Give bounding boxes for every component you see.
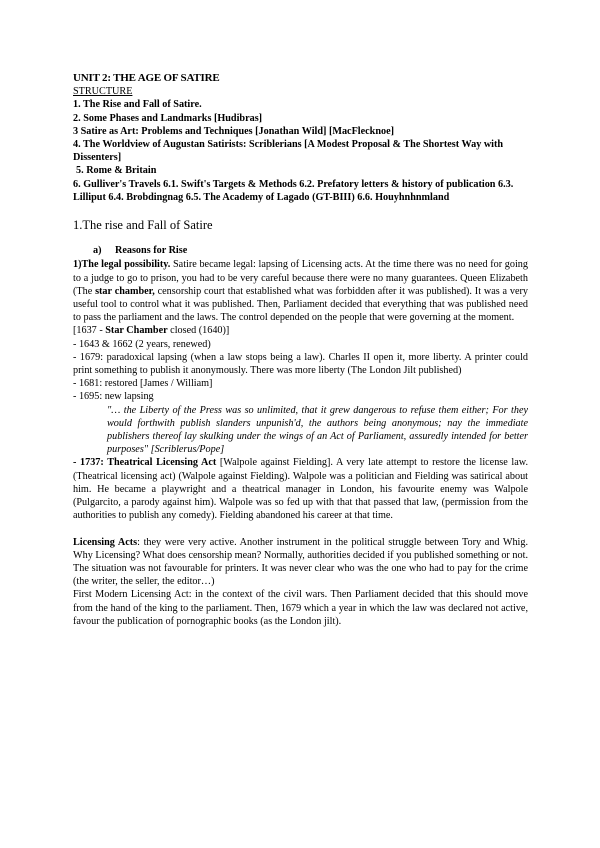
- first-modern-licensing-paragraph: First Modern Licensing Act: in the context of the civil wars. Then Parliament decided that this should move from the hand of the king to the parliament. Then, 1679 which a year in which the law was declared not active, favour the publication of pornographic books (as the London jilt).: [73, 589, 528, 627]
- structure-item: 4. The Worldview of Augustan Satirists: Scriblerians [A Modest Proposal & The Shortest Way with Dissenters]: [73, 139, 504, 164]
- structure-heading: STRUCTURE: [73, 86, 133, 98]
- paragraph-text: censorship court that established what was forbidden after it was published). It was a very useful tool to control what it was published. Then, Parliament decided that everything that was published need to pass the parliament and the laws. The control depended on the people that were governing at the moment.: [73, 285, 528, 324]
- theatrical-licensing-paragraph: [73, 456, 528, 522]
- structure-item: 1. The Rise and Fall of Satire.: [73, 99, 202, 111]
- timeline-list: [73, 324, 528, 403]
- timeline-item-1695: - 1695: new lapsing: [73, 391, 154, 403]
- structure-item: 2. Some Phases and Landmarks [Hudibras]: [73, 112, 263, 124]
- scriblerus-quote: "… the Liberty of the Press was so unlimited, that it grew dangerous to refuse them either; For they would forthwith publish slanders unpunish'd, the authors being anonymous; nay the immediate publishers thereof lay skulking under the wings of an Act of Parliament, assuredly intended for better purposes" [Scriblerus/Pope]: [107, 404, 528, 456]
- legal-possibility-paragraph: [73, 258, 528, 324]
- timeline-text: closed (1640)]: [167, 325, 230, 337]
- timeline-text: [1637 -: [73, 325, 106, 337]
- structure-item: 5. Rome & Britain: [76, 165, 157, 177]
- theatrical-licensing-label: - 1737: Theatrical Licensing Act: [73, 457, 217, 469]
- timeline-item-1679: - 1679: paradoxical lapsing (when a law stops being a law). Charles II open it, more liberty. A printer could print something to publish it anonymously. There was more liberty (The London Jilt published): [73, 351, 528, 377]
- subheading-text: Reasons for Rise: [115, 245, 188, 257]
- timeline-item-1637: [73, 324, 528, 337]
- structure-list: [73, 98, 528, 204]
- licensing-acts-paragraph: [73, 536, 528, 589]
- paragraph-text: [Walpole against Fielding]. A very late attempt to restore the license law. (Theatrical licensing act) (Walpole against Fielding). Walpole was a politician and Fielding was satirical about him. He became a playwright and a theatrical manager in London, his favourite enemy was Walpole (Pulgarcito, a parody against him). Walpole was so fed up with that that passed that law, (permission from the authorities to publish any comedy). Fielding abandoned his career at that time.: [73, 457, 528, 522]
- legal-possibility-label: 1)The legal possibility.: [73, 259, 171, 271]
- subheading: [93, 244, 528, 257]
- structure-item: 6. Gulliver's Travels 6.1. Swift's Targets & Methods 6.2. Prefatory letters & history of publication 6.3. Lilliput 6.4. Brobdingnag 6.5. The Academy of Lagado (GT-BIII) 6.6. Houyhnhnmland: [73, 178, 514, 203]
- star-chamber-term: Star Chamber: [105, 325, 168, 337]
- section-title: 1.The rise and Fall of Satire: [73, 218, 213, 233]
- unit-title: UNIT 2: THE AGE OF SATIRE: [73, 72, 220, 84]
- structure-item: 3 Satire as Art: Problems and Techniques [Jonathan Wild] [MacFlecknoe]: [73, 125, 395, 137]
- star-chamber-term: star chamber,: [95, 285, 155, 297]
- paragraph-text: : they were very active. Another instrument in the political struggle between Tory and Whig. Why Licensing? What does censorship mean? Normally, authorities decided if you published something or not. The situation was not favourable for printers. It was never clear who was the one who had to pay for the crime (the writer, the seller, the editor…): [73, 536, 529, 588]
- timeline-item-1643: - 1643 & 1662 (2 years, renewed): [73, 338, 211, 350]
- subheading-letter: a): [93, 245, 102, 257]
- document-body: [73, 72, 528, 628]
- licensing-acts-label: Licensing Acts: [73, 536, 138, 548]
- paragraph-text: Satire became legal: lapsing of Licensing acts. At the time there was no need for going to a judge to go to prison, you had to be very careful because there were no many guarantees. Queen Elizabeth (The: [73, 259, 528, 297]
- paragraph-gap: [73, 523, 528, 536]
- timeline-item-1681: - 1681: restored [James / William]: [73, 378, 213, 390]
